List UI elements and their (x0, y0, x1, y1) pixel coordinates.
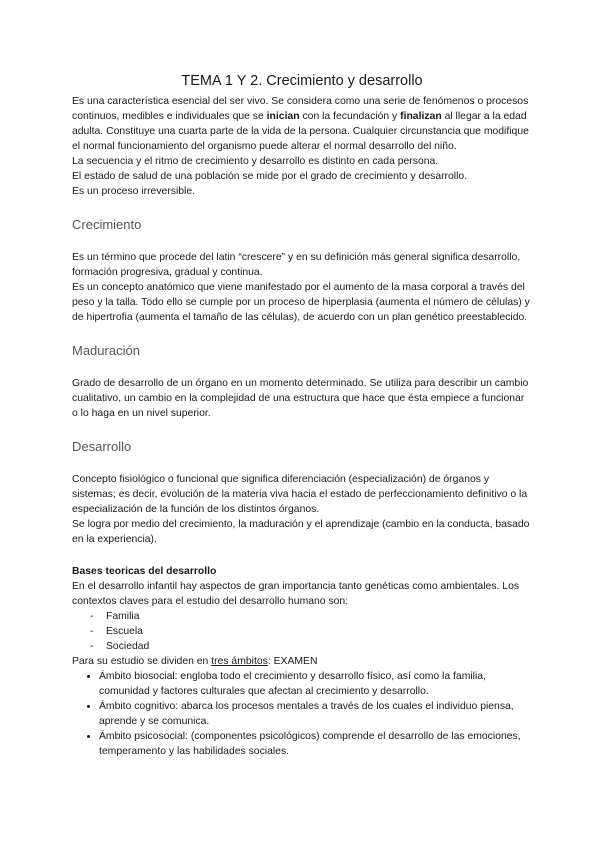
intro-bold-inician: inician (266, 111, 300, 122)
desarrollo-paragraph-2: Se logra por medio del crecimiento, la maduración y el aprendizaje (cambio en la conducta, basado en la experiencia). (72, 519, 530, 545)
intro-paragraph-3: El estado de salud de una población se mide por el grado de crecimiento y desarrollo. (72, 171, 468, 182)
intro-text-a: Es una característica esencial del ser vivo. Se considera como una serie de fenómenos o procesos continuos, medibles e individuales que se (72, 96, 529, 122)
list-item: - Sociedad (90, 639, 532, 654)
contexts-list (72, 609, 532, 654)
bases-paragraph: En el desarrollo infantil hay aspectos de gran importancia tanto genéticas como ambientales. Los contextos claves para el estudio del desarrollo humano son: (72, 581, 520, 607)
ambitos-text-a: Para su estudio se dividen en (72, 656, 212, 667)
intro-paragraph (72, 94, 532, 154)
maduracion-paragraph: Grado de desarrollo de un órgano en un momento determinado. Se utiliza para describir un cambio cualitativo, un cambio en la complejidad de una estructura que hace que ésta empiece a funcionar o lo haga en un nivel superior. (72, 378, 529, 419)
ambitos-list (72, 669, 532, 759)
intro-text-c: con la fecundación y (299, 111, 401, 122)
list-item: - Familia (90, 609, 532, 624)
ambitos-underlined: tres ámbitos (211, 656, 268, 667)
heading-bases: Bases teoricas del desarrollo (72, 566, 217, 577)
list-item: - Escuela (90, 624, 532, 639)
list-item: • Ámbito cognitivo: abarca los procesos mentales a través de los cuales el individuo piensa, aprende y se comunica. (99, 699, 532, 729)
document-title: TEMA 1 Y 2. Crecimiento y desarrollo (181, 73, 423, 89)
desarrollo-paragraph-1: Concepto fisiológico o funcional que significa diferenciación (especialización) de órganos y sistemas; es decir, evolución de la materia viva hacia el estado de perfeccionamiento definitivo o la especialización de la función de los distintos órganos. (72, 474, 528, 515)
heading-maduracion: Maduración (72, 343, 140, 358)
intro-paragraph-2: La secuencia y el ritmo de crecimiento y desarrollo es distinto en cada persona. (72, 156, 439, 167)
document-page (72, 72, 532, 759)
ambitos-text-b: : EXAMEN (267, 656, 318, 667)
list-item: • Ámbito psicosocial: (componentes psicológicos) comprende el desarrollo de las emociones, temperamento y las habilidades sociales. (99, 729, 532, 759)
intro-text-d: al llegar a la edad adulta. Constituye una cuarta parte de la vida de la persona. Cualquier circunstancia que modifique el normal funcionamiento del organismo puede alterar el normal desarrollo del niño. (72, 111, 529, 152)
list-item: • Ámbito biosocial: engloba todo el crecimiento y desarrollo físico, así como la familia, comunidad y factores culturales que afectan al crecimiento y desarrollo. (99, 669, 532, 699)
crecimiento-paragraph-1: Es un término que procede del latin “crescere” y en su definición más general significa desarrollo, formación progresiva, gradual y continua. (72, 252, 521, 278)
ambitos-intro (72, 654, 532, 669)
crecimiento-paragraph-2: Es un concepto anatómico que viene manifestado por el aumento de la masa corporal a través del peso y la talla. Todo ello se cumple por un proceso de hiperplasia (aumenta el número de células) y de hipertrofia (aumenta el tamaño de las células), de acuerdo con un plan genético preestablecido. (72, 282, 530, 323)
intro-bold-finalizan: finalizan (400, 111, 442, 122)
intro-paragraph-4: Es un proceso irreversible. (72, 186, 196, 197)
heading-crecimiento: Crecimiento (72, 217, 142, 232)
heading-desarrollo: Desarrollo (72, 439, 132, 454)
